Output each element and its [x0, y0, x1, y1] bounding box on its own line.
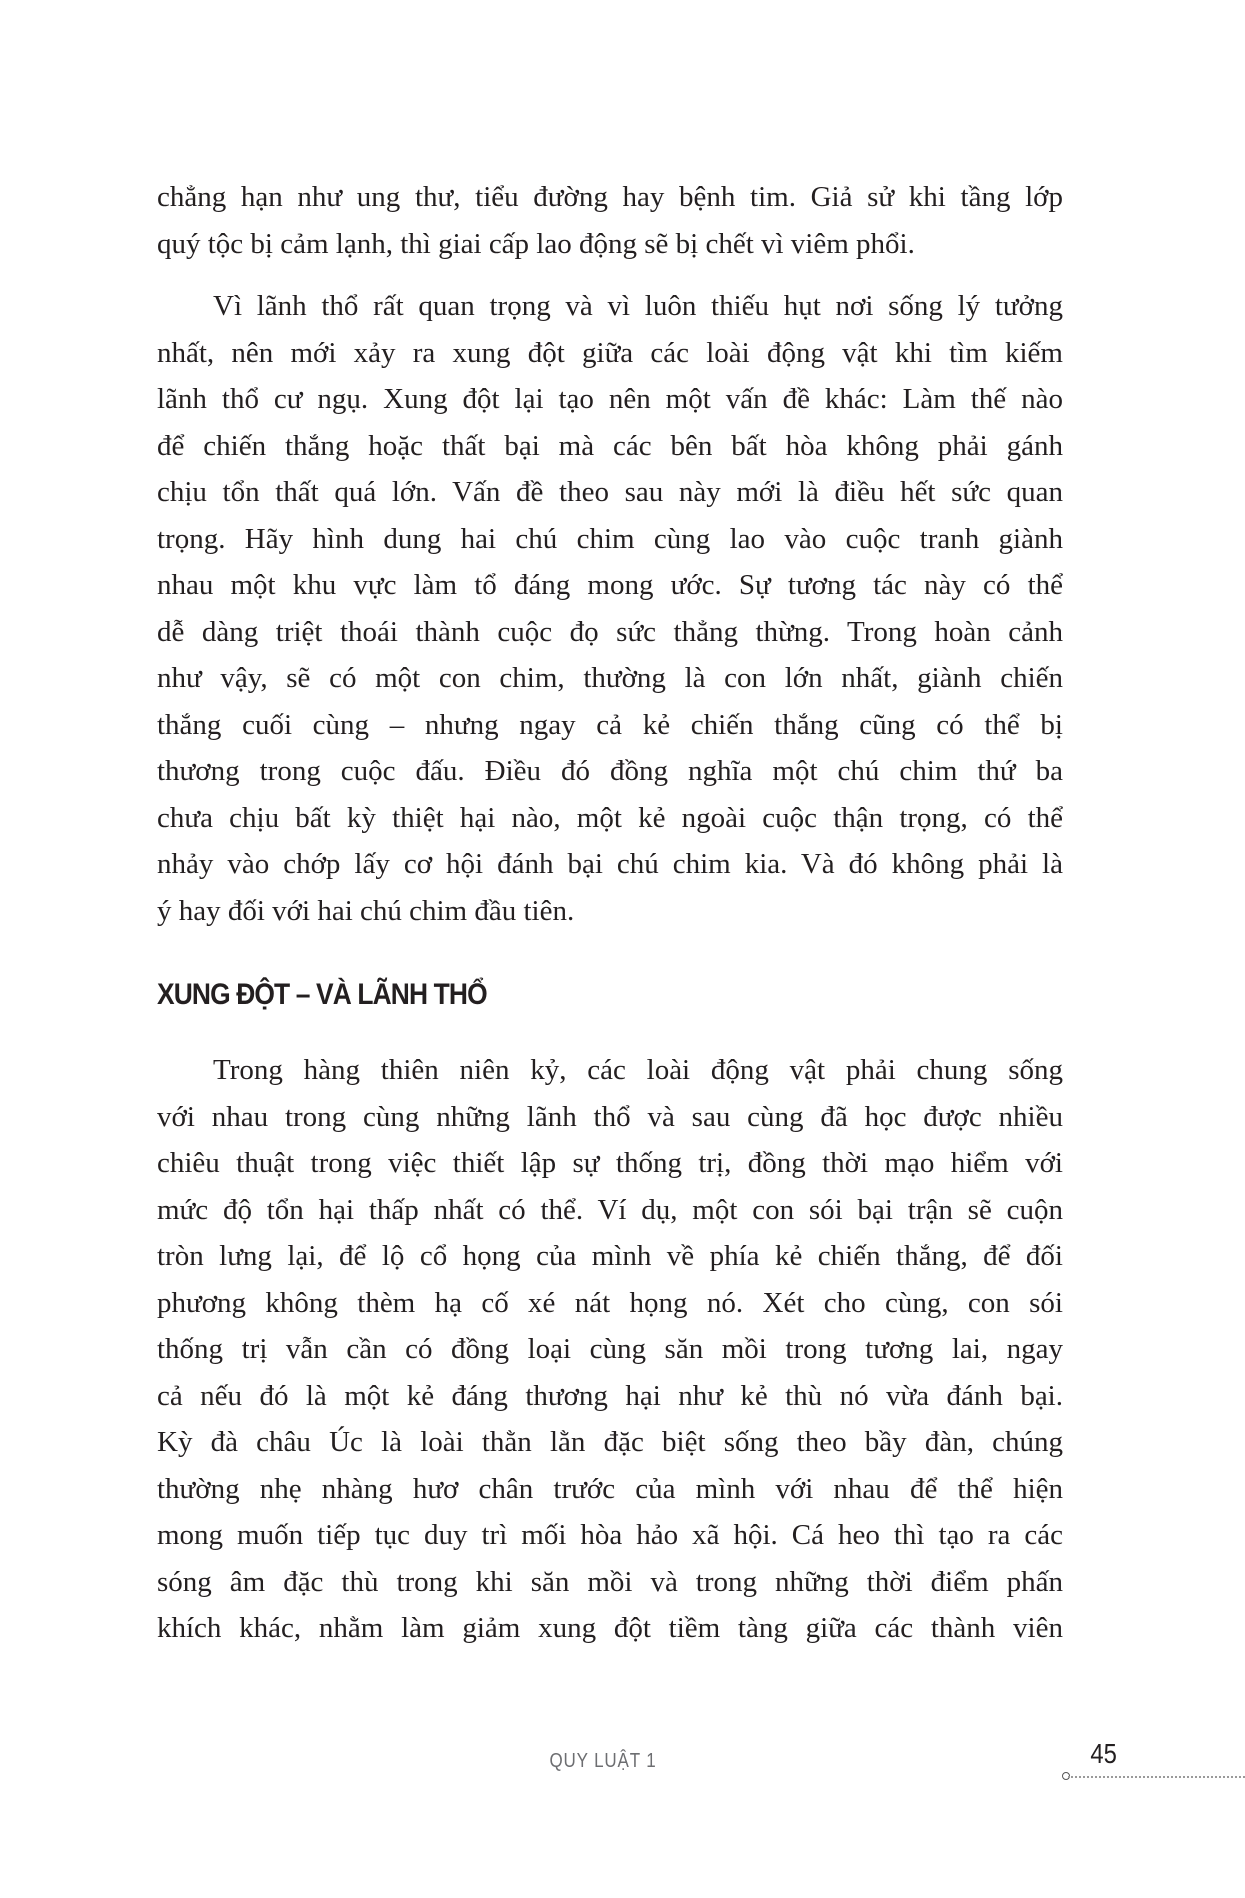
- text-line: dễ dàng triệt thoái thành cuộc đọ sức thẳng thừng. Trong hoàn cảnh: [157, 615, 1063, 648]
- paragraph-3: [157, 1047, 1063, 1652]
- paragraph-1: [157, 174, 1063, 267]
- text-line: cả nếu đó là một kẻ đáng thương hại như kẻ thù nó vừa đánh bại.: [157, 1379, 1063, 1412]
- text-line: thương trong cuộc đấu. Điều đó đồng nghĩa một chú chim thứ ba: [157, 755, 1063, 787]
- text-line: nhất, nên mới xảy ra xung đột giữa các loài động vật khi tìm kiếm: [157, 336, 1063, 369]
- text-line: nhau một khu vực làm tổ đáng mong ước. Sự tương tác này có thể: [157, 569, 1063, 601]
- running-footer-title: QUY LUẬT 1: [549, 1750, 657, 1772]
- page-number: 45: [1090, 1738, 1117, 1769]
- text-line: quý tộc bị cảm lạnh, thì giai cấp lao động sẽ bị chết vì viêm phổi.: [157, 227, 915, 260]
- footer-dotted-rule: [1068, 1776, 1245, 1778]
- text-line: để chiến thắng hoặc thất bại mà các bên bất hòa không phải gánh: [157, 429, 1063, 462]
- text-line: sóng âm đặc thù trong khi săn mồi và trong những thời điểm phấn: [157, 1565, 1063, 1598]
- text-line: phương không thèm hạ cố xé nát họng nó. Xét cho cùng, con sói: [157, 1286, 1063, 1319]
- text-line: với nhau trong cùng những lãnh thổ và sau cùng đã học được nhiều: [157, 1100, 1063, 1133]
- text-line: như vậy, sẽ có một con chim, thường là con lớn nhất, giành chiến: [157, 662, 1063, 694]
- text-line: thường nhẹ nhàng hươ chân trước của mình với nhau để thể hiện: [157, 1472, 1063, 1505]
- text-line: mong muốn tiếp tục duy trì mối hòa hảo xã hội. Cá heo thì tạo ra các: [157, 1519, 1063, 1551]
- text-line: mức độ tổn hại thấp nhất có thể. Ví dụ, một con sói bại trận sẽ cuộn: [157, 1193, 1063, 1226]
- text-line: thắng cuối cùng – nhưng ngay cả kẻ chiến thắng cũng có thể bị: [157, 708, 1063, 741]
- text-line: chưa chịu bất kỳ thiệt hại nào, một kẻ ngoài cuộc thận trọng, có thể: [157, 801, 1063, 834]
- text-line: ý hay đối với hai chú chim đầu tiên.: [157, 894, 575, 927]
- text-line: chẳng hạn như ung thư, tiểu đường hay bệnh tim. Giả sử khi tầng lớp: [157, 181, 1063, 213]
- text-line: tròn lưng lại, để lộ cổ họng của mình về phía kẻ chiến thắng, để đối: [157, 1240, 1063, 1272]
- section-heading: XUNG ĐỘT – VÀ LÃNH THỔ: [157, 978, 487, 1011]
- text-line: trọng. Hãy hình dung hai chú chim cùng lao vào cuộc tranh giành: [157, 522, 1063, 555]
- text-line: Vì lãnh thổ rất quan trọng và vì luôn thiếu hụt nơi sống lý tưởng: [213, 290, 1063, 322]
- text-line: Trong hàng thiên niên kỷ, các loài động vật phải chung sống: [213, 1054, 1063, 1086]
- text-line: thống trị vẫn cần có đồng loại cùng săn mồi trong tương lai, ngay: [157, 1333, 1063, 1365]
- text-line: Kỳ đà châu Úc là loài thằn lằn đặc biệt sống theo bầy đàn, chúng: [157, 1426, 1063, 1458]
- text-line: khích khác, nhằm làm giảm xung đột tiềm tàng giữa các thành viên: [157, 1612, 1063, 1644]
- text-line: chiêu thuật trong việc thiết lập sự thống trị, đồng thời mạo hiểm với: [157, 1147, 1063, 1179]
- text-line: lãnh thổ cư ngụ. Xung đột lại tạo nên một vấn đề khác: Làm thế nào: [157, 383, 1063, 415]
- paragraph-2: [157, 283, 1063, 934]
- text-line: chịu tổn thất quá lớn. Vấn đề theo sau này mới là điều hết sức quan: [157, 476, 1063, 508]
- text-line: nhảy vào chớp lấy cơ hội đánh bại chú chim kia. Và đó không phải là: [157, 848, 1063, 880]
